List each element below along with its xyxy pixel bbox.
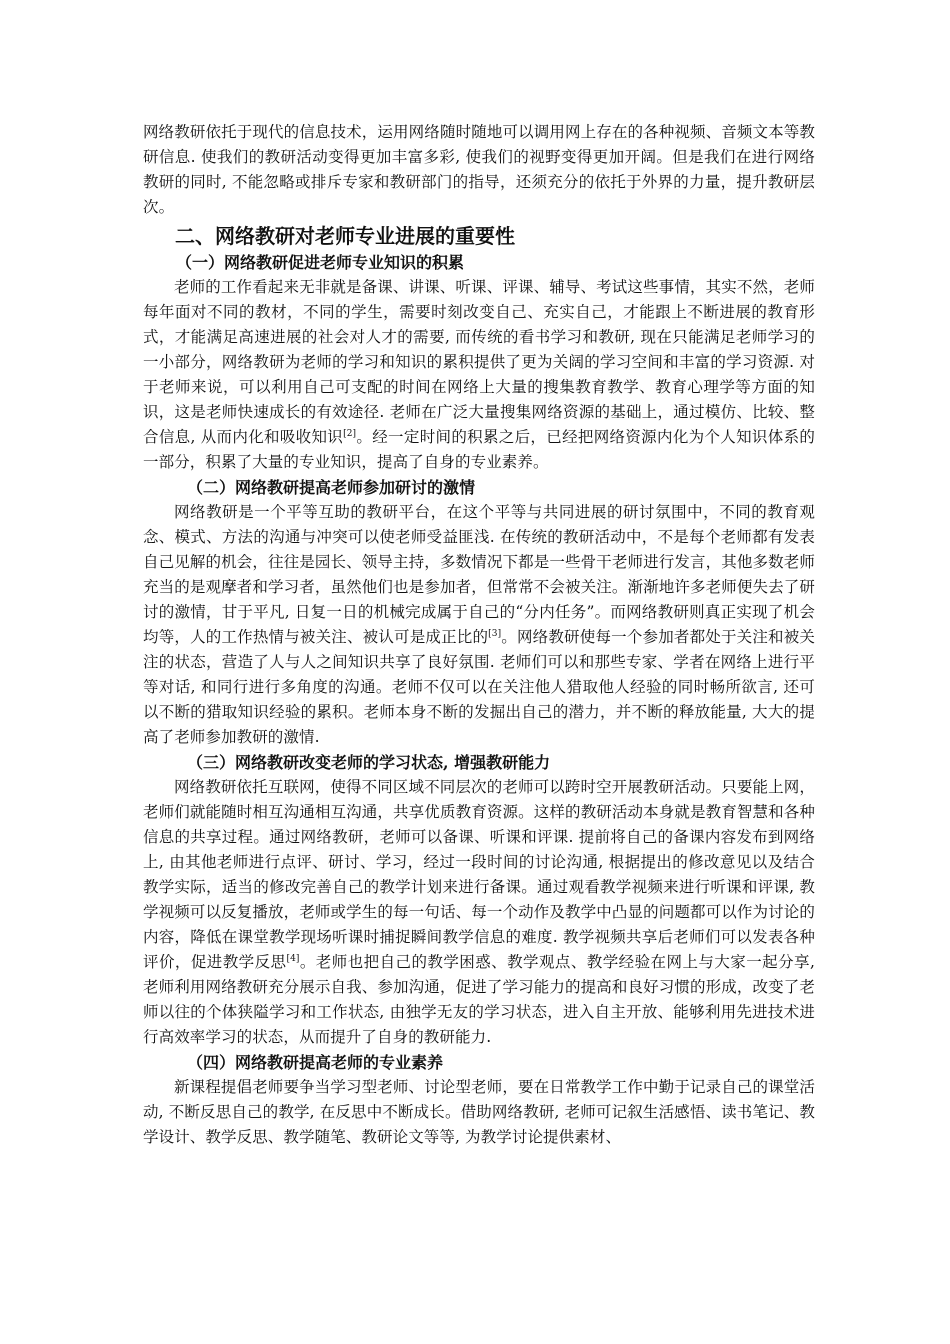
paragraph-professional-quality: 新课程提倡老师要争当学习型老师、讨论型老师，要在日常教学工作中勤于记录自己的课堂活动, 不断反思自己的教学, 在反思中不断成长。借助网络教研, 老师可记叙生活感悟、读书笔记、教学设计、教学反思、教学随笔、教研论文等等, 为教学讨论提供素材、 <box>143 1078 815 1146</box>
subsection-heading-2: （二）网络教研提高老师参加研讨的激情 <box>187 478 476 497</box>
citation-ref-2: [2] <box>343 428 357 439</box>
document-page <box>143 120 815 1150</box>
intro-paragraph: 网络教研依托于现代的信息技术，运用网络随时随地可以调用网上存在的各种视频、音频文本等教研信息. 使我们的教研活动变得更加丰富多彩, 使我们的视野变得更加开阔。但是我们在进行网络教研的同时, 不能忽略或排斥专家和教研部门的指导，还须充分的依托于外界的力量，提升教研层次。 <box>143 123 815 216</box>
paragraph-knowledge-accumulation <box>143 275 815 475</box>
paragraph-text: 。网络教研使每一个参加者都处于关注和被关注的状态，营造了人与人之间知识共享了良好氛围. 老师们可以和那些专家、学者在网络上进行平等对话, 和同行进行多角度的沟通。老师不仅可以在关注他人猎取他人经验的同时畅所欲言, 还可以不断的猎取知识经验的累积。老师本身不断的发掘出自己的潜力，并不断的释放能量, 大大的提高了老师参加教研的激情. <box>143 628 815 746</box>
paragraph-text: 网络教研依托互联网，使得不同区域不同层次的老师可以跨时空开展教研活动。只要能上网，老师们就能随时相互沟通相互沟通，共享优质教育资源。这样的教研活动本身就是教育智慧和各种信息的共享过程。通过网络教研，老师可以备课、听课和评课. 提前将自己的备课内容发布到网络上, 由其他老师进行点评、研讨、学习，经过一段时间的讨论沟通, 根据提出的修改意见以及结合教学实际，适当的修改完善自己的教学计划来进行备课。通过观看教学视频来进行听课和评课, 教学视频可以反复播放，老师或学生的每一句话、每一个动作及教学中凸显的问题都可以作为讨论的内容，降低在课堂教学现场听课时捕捉瞬间教学信息的难度. 教学视频共享后老师们可以发表各种评价，促进教学反思 <box>143 778 815 971</box>
paragraph-text: 。老师也把自己的教学困惑、教学观点、教学经验在网上与大家一起分享, 老师利用网络教研充分展示自我、参加沟通，促进了学习能力的提高和良好习惯的形成，改变了老师以往的个体狭隘学习和工作状态, 由独学无友的学习状态，进入自主开放、能够利用先进技术进行高效率学习的状态，从而提升了自身的教研能力. <box>143 953 815 1046</box>
section-heading: 二、网络教研对老师专业进展的重要性 <box>175 224 515 248</box>
paragraph-learning-state <box>143 775 815 1050</box>
subsection-heading-3: （三）网络教研改变老师的学习状态, 增强教研能力 <box>187 753 551 772</box>
paragraph-enthusiasm <box>143 500 815 750</box>
paragraph-text: 。经一定时间的积累之后，已经把网络资源内化为个人知识体系的一部分，积累了大量的专业知识，提高了自身的专业素养。 <box>143 428 815 471</box>
paragraph-text: 网络教研是一个平等互助的教研平台，在这个平等与共同进展的研讨氛围中，不同的教育观念、模式、方法的沟通与冲突可以使老师受益匪浅. 在传统的教研活动中，不是每个老师都有发表自己见解的机会，往往是园长、领导主持，多数情况下都是一些骨干老师进行发言，其他多数老师充当的是观摩者和学习者，虽然他们也是参加者，但常常不会被关注。渐渐地许多老师便失去了研讨的激情，甘于平凡, 日复一日的机械完成属于自己的“分内任务”。而网络教研则真正实现了机会均等，人的工作热情与被关注、被认可是成正比的 <box>143 503 815 646</box>
subsection-heading-1: （一）网络教研促进老师专业知识的积累 <box>176 253 465 272</box>
subsection-heading-4: （四）网络教研提高老师的专业素养 <box>187 1053 444 1072</box>
citation-ref-4: [4] <box>286 953 300 964</box>
citation-ref-3: [3] <box>488 628 502 639</box>
paragraph-text: 老师的工作看起来无非就是备课、讲课、听课、评课、辅导、考试这些事情，其实不然，老师每年面对不同的教材，不同的学生，需要时刻改变自己、充实自己，才能跟上不断进展的教育形式，才能满足高速进展的社会对人才的需要, 而传统的看书学习和教研, 现在只能满足老师学习的一小部分，网络教研为老师的学习和知识的累积提供了更为关阔的学习空间和丰富的学习资源. 对于老师来说，可以利用自己可支配的时间在网络上大量的搜集教育教学、教育心理学等方面的知识，这是老师快速成长的有效途径. 老师在广泛大量搜集网络资源的基础上，通过模仿、比较、整合信息, 从而内化和吸收知识 <box>143 278 815 446</box>
